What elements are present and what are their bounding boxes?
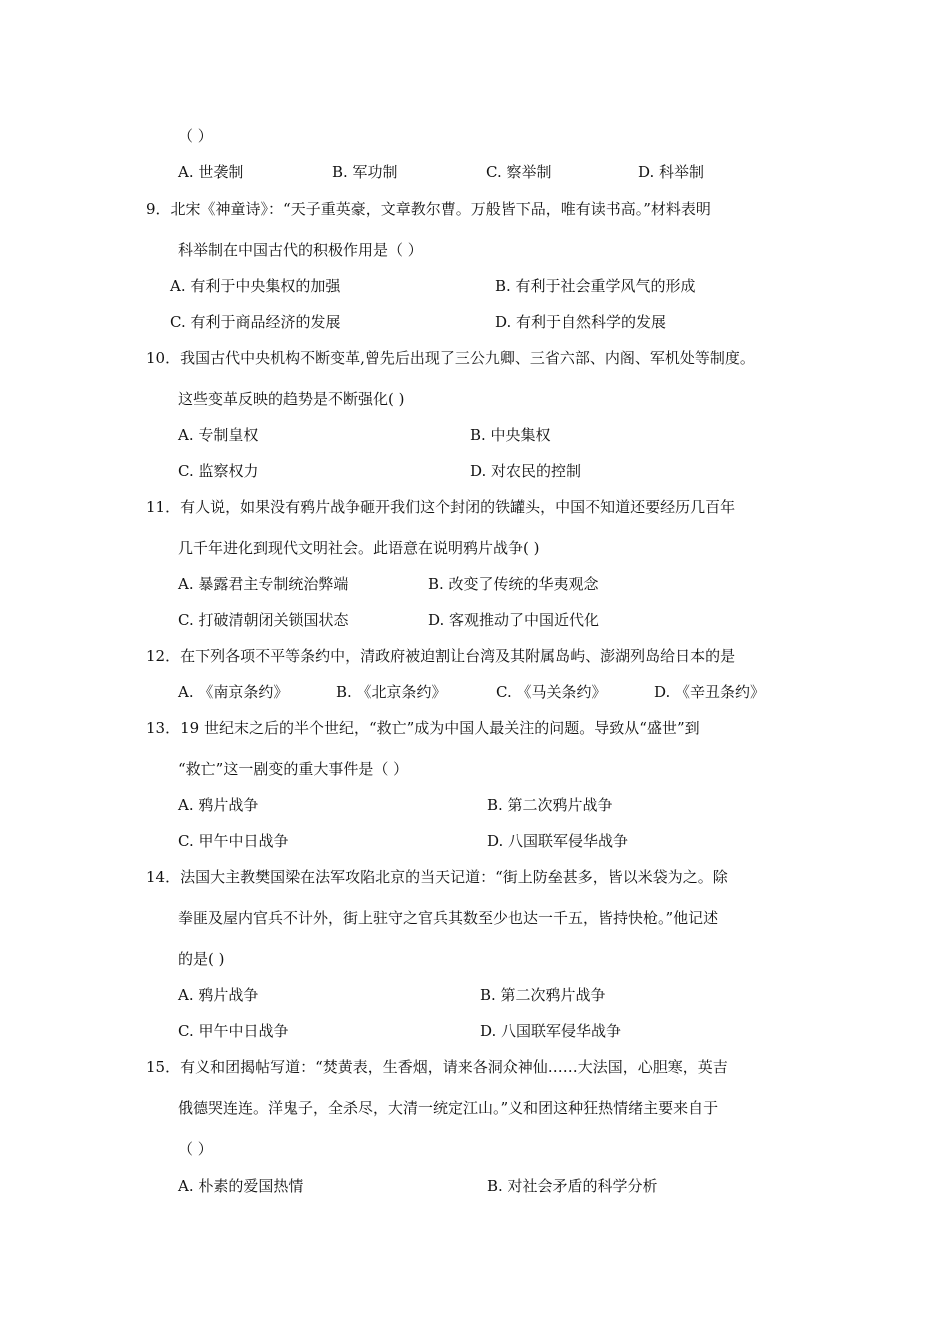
q15-option-a: A. 朴素的爱国热情 [178, 1177, 304, 1195]
q8-answer-paren: （ ） [178, 127, 213, 145]
q12-option-d: D. 《辛丑条约》 [654, 683, 766, 701]
q9-option-b: B. 有利于社会重学风气的形成 [495, 277, 696, 295]
q15-stem-line3: （ ） [178, 1140, 213, 1158]
q13-option-a: A. 鸦片战争 [178, 796, 259, 814]
q13-option-b: B. 第二次鸦片战争 [487, 796, 613, 814]
q8-option-b: B. 军功制 [332, 163, 398, 181]
q9-stem-line2: 科举制在中国古代的积极作用是（ ） [178, 241, 423, 259]
q9-option-a: A. 有利于中央集权的加强 [170, 277, 341, 295]
q10-option-d: D. 对农民的控制 [470, 462, 582, 480]
q8-option-c: C. 察举制 [486, 163, 552, 181]
q8-option-a: A. 世袭制 [178, 163, 244, 181]
q10-stem-line2: 这些变革反映的趋势是不断强化( ) [178, 390, 405, 408]
q12-stem-line1: 12．在下列各项不平等条约中，清政府被迫割让台湾及其附属岛屿、澎湖列岛给日本的是 [146, 647, 736, 665]
q14-stem-line2: 拳匪及屋内官兵不计外，街上驻守之官兵其数至少也达一千五，皆持快枪。”他记述 [178, 909, 719, 927]
q12-option-a: A. 《南京条约》 [178, 683, 289, 701]
q14-option-c: C. 甲午中日战争 [178, 1022, 289, 1040]
q12-option-c: C. 《马关条约》 [496, 683, 607, 701]
q11-option-a: A. 暴露君主专制统治弊端 [178, 575, 349, 593]
q13-stem-line2: “救亡”这一剧变的重大事件是（ ） [178, 760, 409, 778]
q14-option-a: A. 鸦片战争 [178, 986, 259, 1004]
q14-option-b: B. 第二次鸦片战争 [480, 986, 606, 1004]
q15-option-b: B. 对社会矛盾的科学分析 [487, 1177, 658, 1195]
q13-option-d: D. 八国联军侵华战争 [487, 832, 629, 850]
q11-option-c: C. 打破清朝闭关锁国状态 [178, 611, 349, 629]
q11-option-d: D. 客观推动了中国近代化 [428, 611, 600, 629]
q10-option-b: B. 中央集权 [470, 426, 551, 444]
q10-option-a: A. 专制皇权 [178, 426, 259, 444]
q12-option-b: B. 《北京条约》 [336, 683, 447, 701]
q9-option-c: C. 有利于商品经济的发展 [170, 313, 341, 331]
q8-option-d: D. 科举制 [638, 163, 705, 181]
q9-option-d: D. 有利于自然科学的发展 [495, 313, 667, 331]
q9-stem-line1: 9．北宋《神童诗》：“天子重英豪，文章教尔曹。万般皆下品，唯有读书高。”材料表明 [146, 200, 711, 218]
q11-stem-line2: 几千年进化到现代文明社会。此语意在说明鸦片战争( ) [178, 539, 540, 557]
q13-stem-line1: 13．19 世纪末之后的半个世纪，“救亡”成为中国人最关注的问题。导致从“盛世”到 [146, 719, 700, 737]
q15-stem-line1: 15．有义和团揭帖写道：“焚黄表，生香烟，请来各洞众神仙……大法国，心胆寒，英吉 [146, 1058, 728, 1076]
q14-stem-line1: 14．法国大主教樊国梁在法军攻陷北京的当天记道：“街上防垒甚多，皆以米袋为之。除 [146, 868, 728, 886]
q14-stem-line3: 的是( ) [178, 950, 225, 968]
q14-option-d: D. 八国联军侵华战争 [480, 1022, 622, 1040]
q15-stem-line2: 俄德哭连连。洋鬼子，全杀尽，大清一统定江山。”义和团这种狂热情绪主要来自于 [178, 1099, 719, 1117]
q13-option-c: C. 甲午中日战争 [178, 832, 289, 850]
q11-stem-line1: 11．有人说，如果没有鸦片战争砸开我们这个封闭的铁罐头，中国不知道还要经历几百年 [146, 498, 736, 516]
q10-stem-line1: 10．我国古代中央机构不断变革,曾先后出现了三公九卿、三省六部、内阁、军机处等制度。 [146, 349, 755, 367]
q11-option-b: B. 改变了传统的华夷观念 [428, 575, 599, 593]
q10-option-c: C. 监察权力 [178, 462, 259, 480]
